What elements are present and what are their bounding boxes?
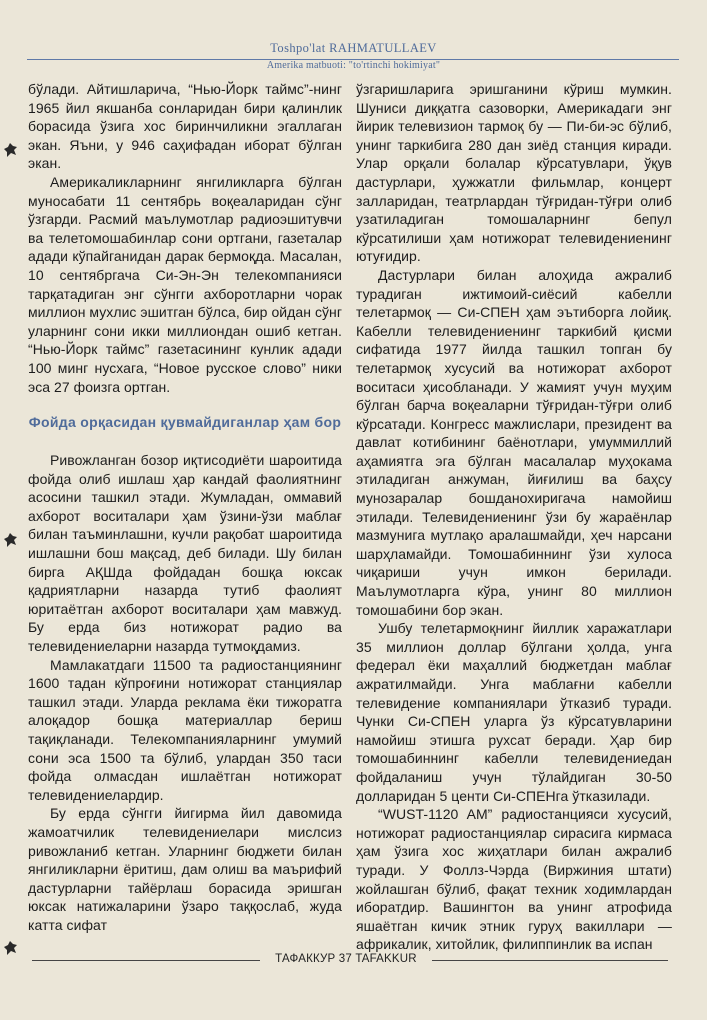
paragraph: бўлади. Айтишларича, “Нью-Йорк таймс”-нинг 1965 йил якшанба сонларидан бири қалинлик борасида ўзига хос биринчиликни эгаллаган экан. Яъни, у 946 саҳифадан иборат бўлган экан. <box>28 81 342 172</box>
header-subtitle: Amerika matbuoti: "to'rtinchi hokimiyat" <box>266 60 441 71</box>
paragraph: Мамлакатдаги 11500 та радиостанциянинг 1600 тадан кўпроғини нотижорат станциялар ташкил этади. Уларда реклама ёки тижоратга алоқадор бошқа материаллар бериш тақиқланади. Телекомпанияларнинг умумий сони эса 1500 та бўлиб, улардан 350 таси фойда олмасдан ишлаётган нотижорат телевидениелардир. <box>28 656 342 803</box>
left-column <box>28 80 342 935</box>
punch-hole-mark-middle-icon <box>4 532 18 548</box>
footer-page-number: ТАФАККУР 37 TAFAKKUR <box>275 953 417 965</box>
punch-hole-mark-bottom-icon <box>4 940 18 956</box>
paragraph: “WUST-1120 AM” радиостанцияси хусусий, нотижорат радиостанциялар сирасига кирмаса ҳам ўзига хос жиҳатлари билан ажралиб туради. У Фоллз-Чэрда (Виржиния штати) жойлашган бўлиб, фақат техник ходимлардан иборатдир. Вашингтон ва унинг атрофида яшаётган кичик этник гуруҳ вакиллари — африкалик, хитойлик, филиппинлик ва испан <box>356 806 672 953</box>
right-column <box>356 80 672 954</box>
paragraph: Дастурлари билан алоҳида ажралиб турадиган ижтимоий-сиёсий кабелли телетармоқ — Си-СПЕН ҳам эътиборга лойиқ. Кабелли телевидениенинг таркибий қисми сифатида 1977 йилда ташкил топган бу телетармоқ хусусий ва нотижорат ахборот воситаси ҳисобланади. У жамият учун муҳим бўлган барча воқеаларни тўғридан-тўғри олиб кўрсатади. Конгресс мажлислари, президент ва давлат котибининг баёнотлари, умуммиллий аҳамиятга эга бўлган масалалар муҳокама этиладиган анжуман, йиғилиш ва баҳсу мунозаралар бошданохиригача намойиш этилади. Телевидениенинг ўзи бу жараёнлар мазмунига мутлақо аралашмайди, ҳеч нарсани шарҳламайди. Томошабиннинг ўзи хулоса чиқариши учун имкон берилади. Маълумотларга кўра, унинг 80 миллион томошабини бор экан. <box>356 266 672 618</box>
section-heading: Фойда орқасидан қувмайдиганлар ҳам бор <box>28 414 342 431</box>
paragraph: Америкаликларнинг янгиликларга бўлган муносабати 11 сентябрь воқеаларидан сўнг ўзгарди. Расмий маълумотлар радиоэшитувчи ва телетомошабинлар сони ортгани, газеталар адади кўпайганидан дарак бермоқда. Масалан, 10 сентябргача Си-Эн-Эн телекомпанияси тарқатадиган энг сўнгги ахборотларни чорак миллион мухлис эшитган бўлса, бир ойдан сўнг уларнинг сони икки миллиондан ошиб кетган. “Нью-Йорк таймс” газетасининг кунлик адади 100 минг нусхага, “Новое русское слово” ники эса 27 фоизга ортган. <box>28 173 342 395</box>
header-author: Toshpo'lat RAHMATULLAEV <box>270 41 437 55</box>
paragraph: Ушбу телетармоқнинг йиллик харажатлари 35 миллион доллар бўлгани ҳолда, унга федерал ёки маҳаллий бюджетдан маблағ ажратилмайди. Унга маблағни кабелли телевидение компаниялари ўтказиб туради. Чунки Си-СПЕН уларга ўз кўрсатувларини намойиш этишга рухсат беради. Ҳар бир томошабиннинг кабелли телевидениедан фойдаланиш учун тўлайдиган 30-50 долларидан 5 центи Си-СПЕНга ўтказилади. <box>356 620 672 804</box>
footer-divider-right <box>432 960 668 961</box>
paragraph: Ривожланган бозор иқтисодиёти шароитида фойда олиб ишлаш ҳар кандай фаолиятнинг асосини ташкил этади. Жумладан, оммавий ахборот воситалари ҳам ўзини-ўзи маблағ билан таъминлашни, кучли рақобат шароитида ишлашни бош мақсад, деб билади. Шу билан бирга АҚШда фойдадан бошқа юксак қадриятларни назарда тутиб фаолият юритаётган ахборот воситалари ҳам мавжуд. Бу ерда биз нотижорат радио ва телевидениеларни назарда тутмоқдамиз. <box>28 452 342 655</box>
paragraph: Бу ерда сўнгги йигирма йил давомида жамоатчилик телевидениелари мислсиз ривожланиб кетган. Уларнинг бюджети билан янгиликларни ёритиш, дам олиш ва маърифий дастурларни тайёрлаш борасида эришган юксак натижаларини ўзаро таққослаб, жуда катта сифат <box>28 805 342 933</box>
paragraph: ўзгаришларига эришганини кўриш мумкин. Шуниси диққатга сазоворки, Америкадаги энг йирик телевизион тармоқ бу — Пи-би-эс бўлиб, унинг таркибига 280 дан зиёд станция киради. Улар орқали болалар кўрсатувлари, ўқув дастурлари, ҳужжатли фильмлар, концерт залларидан, театрлардан тўғридан-тўғри олиб узатиладиган томошаларнинг бепул кўрсатилиши ҳам нотижорат телевидениенинг ютуғидир. <box>356 81 672 265</box>
footer-divider-left <box>32 960 260 961</box>
punch-hole-mark-top-icon <box>4 142 18 158</box>
